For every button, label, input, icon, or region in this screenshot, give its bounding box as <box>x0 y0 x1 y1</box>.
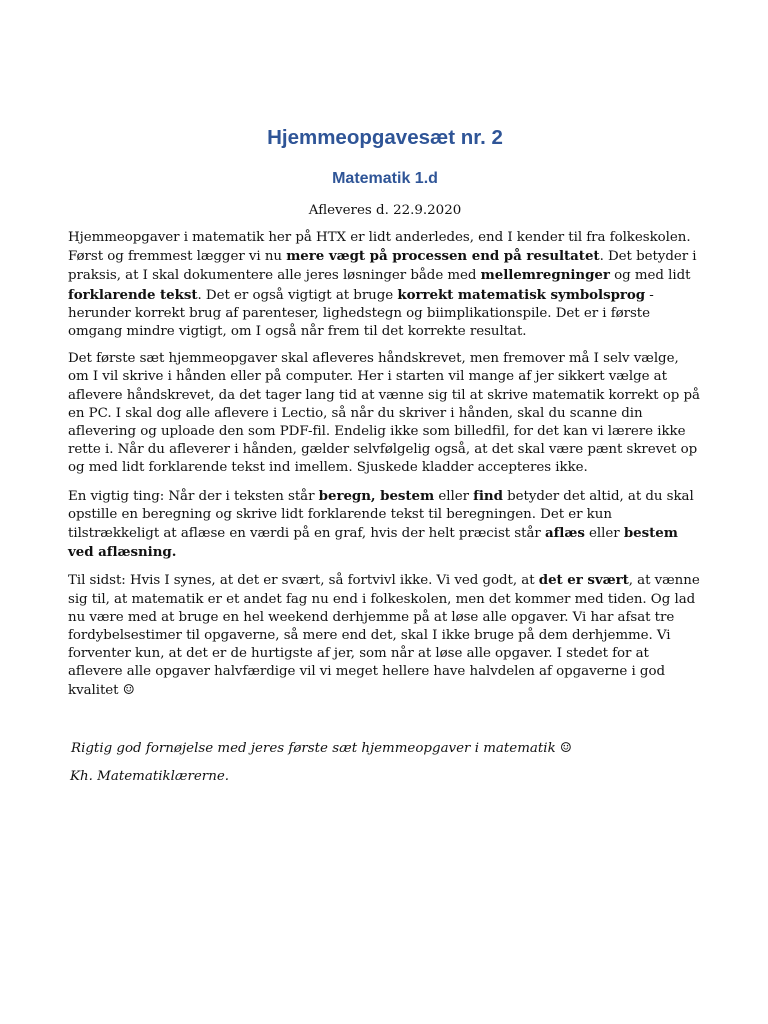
paragraph-4 <box>68 571 702 699</box>
due-date: Afleveres d. 22.9.2020 <box>308 203 462 218</box>
paragraph-text: og med lidt <box>609 268 691 284</box>
closing-greeting: Rigtig god fornøjelse med jeres første sæt hjemmeopgaver i matematik ☺ <box>71 740 572 756</box>
emphasis-text: forklarende tekst <box>68 286 198 303</box>
paragraph-text: Til sidst: Hvis I synes, at det er svært, så fortvivl ikke. Vi ved godt, at <box>68 573 539 589</box>
emphasis-text: det er svært <box>538 572 629 589</box>
signature: Kh. Matematiklærerne. <box>70 768 230 784</box>
emphasis-text: find <box>473 487 503 504</box>
emphasis-text: mellemregninger <box>480 267 610 284</box>
document-page <box>68 122 702 786</box>
paragraph-text: . Det er også vigtigt at bruge <box>197 287 398 303</box>
paragraph-text: Hjemmeopgaver i matematik her på HTX er lidt anderledes, end I kender til fra folkeskolen. Først og fremmest lægger vi nu <box>68 230 691 265</box>
emphasis-text: korrekt matematisk symbolsprog <box>397 286 646 303</box>
paragraph-text: Det første sæt hjemmeopgaver skal afleveres håndskrevet, men fremover må I selv vælge, om I vil skrive i hånden eller på computer. Her i starten vil mange af jer sikkert vælge at aflevere håndskrevet, da det tager lang tid at vænne sig til at skrive matematik korrekt op på en PC. I skal dog alle aflevere i Lectio, så når du skriver i hånden, skal du scanne din aflevering og uploade den som PDF-fil. Endelig ikke som billedfil, for det kan vi lærere ikke rette i. Når du afleverer i hånden, gælder selvfølgelig også, at det skal være pænt skrevet op og med lidt forklarende tekst ind imellem. Sjuskede kladder accepteres ikke. <box>68 351 700 476</box>
document-title: Hjemmeopgavesæt nr. 2 <box>267 126 503 149</box>
paragraph-text: . Det betyder i praksis, at I skal dokumentere alle jeres løsninger både med <box>68 249 697 284</box>
paragraph-2 <box>68 350 702 477</box>
emphasis-text: mere vægt på processen end på resultatet <box>286 248 600 265</box>
paragraph-text: , at vænne sig til, at matematik er et andet fag nu end i folkeskolen, men det kommer med tiden. Og lad nu være med at bruge en hel weekend derhjemme på at løse alle opgaver. Vi har afsat tre fordybelsestimer til opgaverne, så mere end det, skal I ikke bruge på dem derhjemme. Vi forventer kun, at det er de hurtigste af jer, som når at løse alle opgaver. I stedet for at aflevere alle opgaver halvfærdige vil vi meget hellere have halvdelen af opgaverne i god kvalitet ☺ <box>68 573 700 698</box>
emphasis-text: aflæs <box>544 525 585 542</box>
document-subtitle: Matematik 1.d <box>332 170 438 187</box>
paragraph-text: En vigtig ting: Når der i teksten står <box>68 488 319 504</box>
paragraph-text: eller <box>434 488 474 504</box>
paragraph-text: betyder det altid, at du skal opstille en beregning og skrive lidt forklarende tekst til beregningen. Det er kun tilstrækkeligt at aflæse en værdi på en graf, hvis der helt præcist står <box>68 488 694 542</box>
paragraph-3 <box>68 487 702 563</box>
paragraph-text: eller <box>584 526 624 542</box>
paragraph-1 <box>68 229 702 341</box>
emphasis-text: beregn, bestem <box>318 487 435 504</box>
paragraph-text: - herunder korrekt brug af parenteser, lighedstegn og biimplikationspile. Det er i første omgang mindre vigtigt, om I også når frem til det korrekte resultat. <box>68 287 654 340</box>
emphasis-text: bestem ved aflæsning. <box>68 525 678 561</box>
